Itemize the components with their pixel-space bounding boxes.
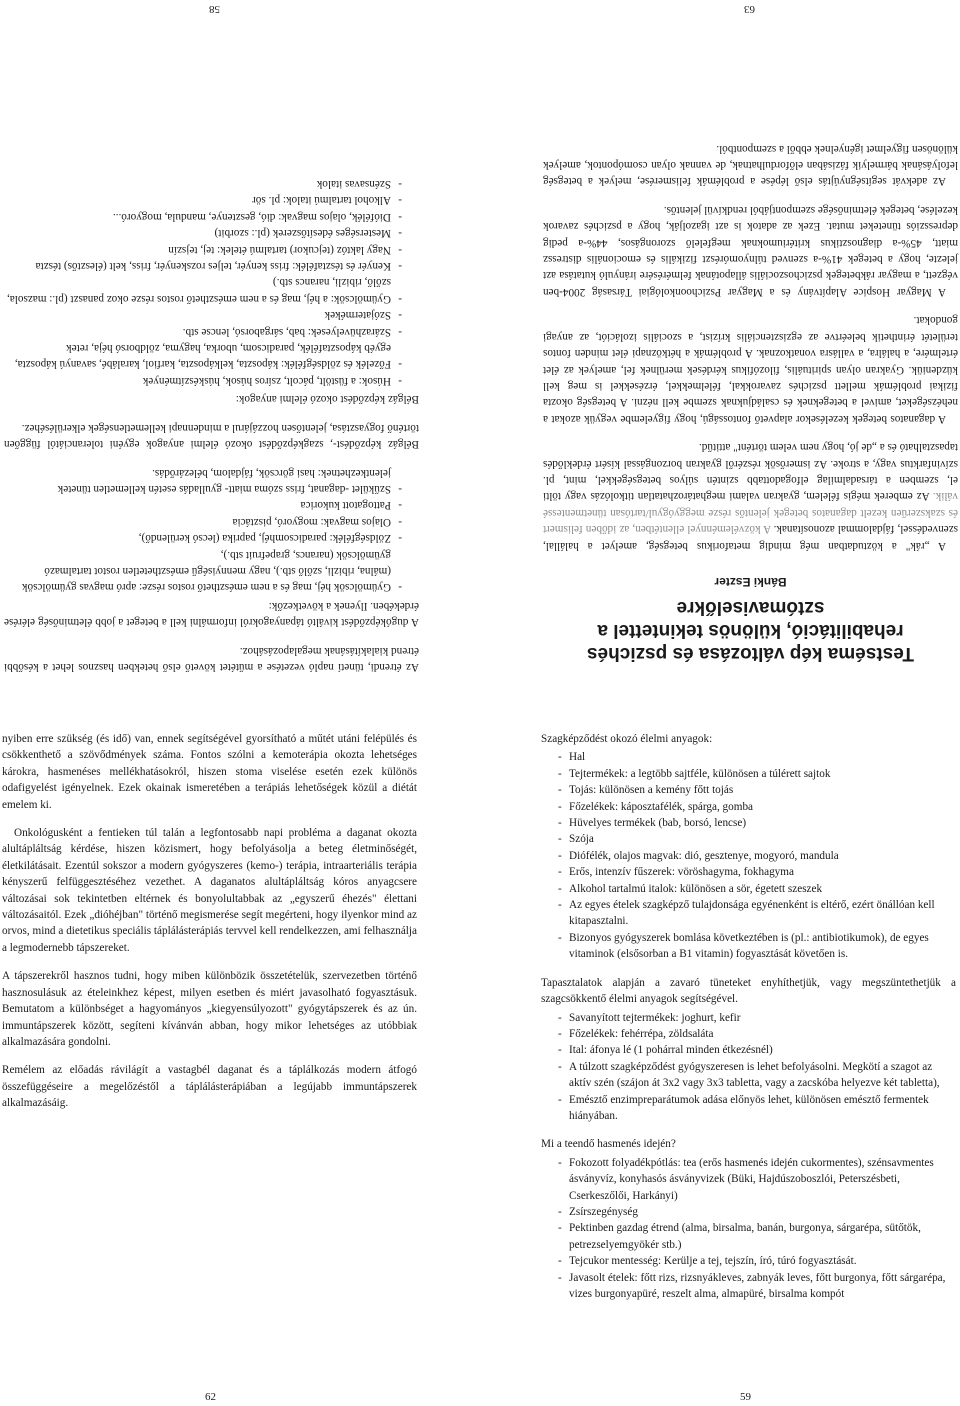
list-item: - Pattogatott kukorica [4,497,419,513]
list-item: - Alkohol tartalmú italok: pl. sör [4,192,419,208]
list-item: - Alkohol tartalmú italok: különösen a sör, égetett szeszek [541,881,956,897]
bullet-list [4,464,419,595]
page-number: 59 [740,1391,751,1403]
list-item: - Szűkület -daganat, friss szóma miatt- gyulladás esetén kellemetlen tünetek jelentkezhetnek: hasi görcsök, fájdalom, bélezárődás. [4,464,419,497]
list-item: - Fokozott folyadékpótlás: tea (erős hasmenés idején cukormentes), szénsavmentes ásványvíz, konyhasós ásványvizek (Büki, Hajdúszoboszlói, Peterszésbeti, Cserkeszőlői, Harkányi) [541,1155,956,1204]
list-item: - Hal [541,749,956,765]
list-item: - Erős, intenzív fűszerek: vöröshagyma, fokhagyma [541,864,956,880]
paragraph: Remélem az előadás rávilágít a vastagbél daganat és a táplálkozás modern átfogó összefüggéseire a megelőzéstől a táplálásterápiában a legújabb immuntápszerek alkalmazásáig. [2,1064,417,1110]
list-item: - Zöldségfélék: paradicsomhéj, paprika (lecsó kerülendő), [4,530,419,546]
list-item: - Nagy laktóz (tejcukor) tartalmú ételek: tej, tejszín [4,241,419,257]
list-item: - Tejtermékek: a legtöbb sajtféle, különösen a túlérett sajtok [541,766,956,782]
paragraph: A daganatos betegek kezelésekor alapvető fontosságú, hogy figyelembe vegyük azokat a nehézségeket, amivel a betegeknek és családjuknak szembe kell nézni. A betegség okozta fizikai problémák mellett pszichés zavarokkal, félelmekkel, érzésekkel is meg kell küzdeniük. Gyakran olyan spirituális, filozófikus kérdések merülnek fel, amelyek az élet értelmére, a halálra, a vallásra vonatkoznak. A problémák a hétköznapi élet minden fontos területét érinthetik beleértve az egzisztenciális krízist, a szociális izolációt, az anyagi gondokat. [543,314,958,425]
list-item: - Szójatermékek [4,307,419,323]
bullet-list [541,1155,956,1303]
page-63-column [543,128,958,675]
page-59-column [541,731,956,1314]
page-58-column [4,164,419,675]
list-item: - Javasolt ételek: főtt rizs, rizsnyákleves, zabnyák leves, főtt burgonya, főtt sárgarépa, vizes burgonyapüré, reszelt alma, almapüré, birsalma kompót [541,1270,956,1303]
list-item: - Szárazhüvelyesek: bab, sárgaborsó, lencse stb. [4,323,419,339]
list-item: - Főzelékek: fehérrépa, zöldsaláta [541,1026,956,1042]
list-item: - Gyümölcsök: a héj, mag és a nem emészthető rostos része okoz panaszt (pl.: mazsola, szőlő, ribizli, narancs stb.) [4,274,419,307]
list-item: - Zsírszegénység [541,1204,956,1220]
list-item: - Tejcukor mentesség: Kerülje a tej, tejszín, író, túró fogyasztását. [541,1253,956,1269]
list-item: - Pektinben gazdag étrend (alma, birsalma, banán, burgonya, sárgarépa, sütőtök, petrezselyemgyökér stb.) [541,1220,956,1253]
page-number: 63 [744,3,755,15]
page-number: 58 [209,3,220,15]
page-number: 62 [205,1391,216,1403]
page-62-column [2,731,417,1124]
article-title: Testséma kép változása és pszichés rehabilitáció, különös tekintettel a sztómaviselőkre [586,597,915,664]
bullet-list [541,749,956,962]
list-item: - Emésztő enzimpreparátumok adása előnyös lehet, különösen emésztő fermentek hiányában. [541,1092,956,1125]
bullet-list [4,176,419,389]
list-item: - A túlzott szagképződést gyógyszeresen is lehet befolyásolni. Megkötí a szagot az aktív szén (szájon át 3x2 vagy 3x3 tabletta, vagy a zacskóba helyezve két tabletta), [541,1059,956,1092]
article-author: Bánki Eszter [714,575,787,589]
list-item: - Főzelék és zöldségfélék: káposzta, kelkáposzta, karfiol, karalábé, savanyú káposzta, egyéb káposztafélék, paradicsom, uborka, hagyma, zöldborsó héja, retek [4,340,419,373]
list-item: - Tojás: különösen a kemény főtt tojás [541,782,956,798]
paragraph: A tápszerekről hasznos tudni, hogy miben különbözik összetételük, szervezetben történő hasznosulásuk az ételeinkhez képest, milyen esetben és miért javasolható fogyasztásuk. Bemutatom a különbséget a hagyományos „kiegyensúlyozott" gyógytápszerek és az ún. immuntápszerek között, segíteni kívánván abban, hogy mikor lehetséges az utóbbiak alkalmazására gondolni. [2,970,417,1048]
paragraph: Az étrendi, tünetí napló vezetése a műtétet követő első hetekben hasznos lehet a későbbi étrend kialakításának megalapozásához. [4,644,419,673]
list-item: - Főzelékek: káposztafélék, spárga, gomba [541,799,956,815]
list-item: - Gyümölcsök héj, mag és a nem emészthető rostos része: apró magvas gyümölcsök (málna, ribizli, szőlő stb.), nagy mennyiségű emészthetetlen rostot tartalmazó gyümölcsök (narancs, grapefruit stb.), [4,546,419,595]
list-heading: Mi a teendő hasmenés idején? [541,1138,676,1151]
list-item: - Diófélék, olajos magvak: dió, gesztenye, mandula, mogyoró... [4,208,419,224]
list-item: - Diófélék, olajos magvak: dió, gesztenye, mogyoró, mandula [541,848,956,864]
paragraph: Bélgáz képződést-, szagképződést okozó élelmi anyagok egyéni toleranciától függően történő fogyasztása, jelentősen hozzájárul a mindennapi kellemetlenségek elkerüléséhez. [4,421,419,451]
paragraph: nyiben erre szükség (és idő) van, ennek segítségével gyorsítható a műtét utáni felépülés és csökkenthető a szövődmények száma. Fontos szólni a kemoterápia okozta lehetséges károkra, hasmenéses mellékhatásokról, hiszen stoma viselése esetén ezek különös odafigyelést igényelnek. Ezek okainak ismeretében a terápiás lehetőségek közül a diétát emelem ki. [2,733,417,811]
paragraph: A „rák" a köztudatban még mindig metaforikus betegség, amelyet a halállal, szenvedéssel, fájdalommal azonosítanak. A közvéleménnyel ellentétben, az időben felismert és szakszerűen kezelt daganatos betegek jelentős része meggyógyul/tartósan tünetmentessé válik. Az emberek mégis félelem, gyakran valami meghatározhatatlan titkolózás vagy tölti el, szemben a társadalmilag elfogadottabb szintén súlyos betegségekkel, mint, pl. szívinfarktus vagy, a stroke. Az ismerősök részéről gyakran borzongással kísért érdeklődés tapasztalható és a „de jó, hogy nem velem történt" attitűd. [543,441,958,552]
paragraph: Tapasztalatok alapján a zavaró tüneteket enyhíthetjük, vagy megszüntethetjük a szagcsökkentő élelmi anyagok segítségével. [541,976,956,1006]
paragraph: Az adekvát segítségnyújtás első lépése a problémák felismerése, melyek a betegség lefolyásának bármelyik fázisában előfordulhatnak, de vannak olyan csomópontok, amelyek különösen figyelmet igényelnek ebből a szempontból. [543,142,958,188]
list-heading: Bélgáz képződést okozó élelmi anyagok: [235,393,419,406]
list-item: - Szénsavas italok [4,176,419,192]
highlighted-sentence: A közvéleménnyel ellentétben, az időben felismert és szakszerűen kezelt daganatos betegek jelentős része meggyógyul/tartósan tünetmentessé válik. [543,490,958,536]
list-item: - Savanyított tejtermékek: joghurt, kefir [541,1010,956,1026]
list-item: - Szója [541,831,956,847]
list-heading: Szagképződést okozó élelmi anyagok: [541,733,713,745]
paragraph: A dugóképződést kiváltó tápanyagokról informálni kell a beteget a jobb életminőség elérése érdekében. Ilyenek a következők: [4,599,419,629]
list-item: - Hüvelyes termékek (bab, borsó, lencse) [541,815,956,831]
paragraph: Onkológusként a fentieken túl talán a legfontosabb napi probléma a daganat okozta alultápláltság kérdése, hiszen közismert, hogy befolyásolja a beteg életminőségét, életkilátásait. Ezentúl sokszor a modern gyógyszeres (kemo-) terápia, intraarteriális terápia kényszerű felfüggesztéséhez vezethet. A daganatos alultápláltság kóros anyagcsere változásai sok tekintetben eltérnek és bonyolultabbak az „egyszerű éhezés" élettani változásaitól. Ezek „dióhéjban" történő megismerése segít megérteni, hogy ilyenkor mind az orvos, mind a dietetikus speciális táplálásterápiás tervvel kell rendelkezzen, ami felhasználja a legmodernebb tápszereket. [2,827,417,954]
list-item: - Az egyes ételek szagképző tulajdonsága egyénenként is eltérő, ezért önállóan kell kitapasztalni. [541,897,956,930]
list-item: - Ital: áfonya lé (1 pohárral minden étkezésnél) [541,1042,956,1058]
paragraph: A Magyar Hospice Alapítvány és a Magyar Pszichoonkológiai Társaság 2004-ben végzett, a magyar rákbetegek pszichoszociális állapotának felmérésére irányuló kutatása azt jelezte, hogy a betegek 41%-a szenved túlnyomórészt fizikális és emocionális distressz miatt, 45%-a diagnosztikus kritériumoknak megfelelő szorongásos, 44%-a pedig depressziós tüneteket mutat. Ezek az adatok is azt igazolják, hogy a pszichés zavarok kezelése, betegek életminősége szempontjából rendkívül jelentős. [543,203,958,298]
list-item: - Bizonyos gyógyszerek bomlása következtében is (pl.: antibiotikumok), de egyes vitaminok (elsősorban a B1 vitamin) fogyasztását követően is. [541,930,956,963]
upright-spread [0,703,960,1406]
list-item: - Olajos magvak: mogyoró, pisztácia [4,513,419,529]
list-item: - Mesterséges édesítőszerek (pl.: szorbit) [4,225,419,241]
list-item: - Húsok: a füstölt, pácolt, zsíros húsok, húskészítmények [4,373,419,389]
bullet-list [541,1010,956,1125]
list-item: - Kenyér és tésztafélék: friss kenyér, teljes rozskenyér, friss, kelt (élesztős) tészta [4,258,419,274]
